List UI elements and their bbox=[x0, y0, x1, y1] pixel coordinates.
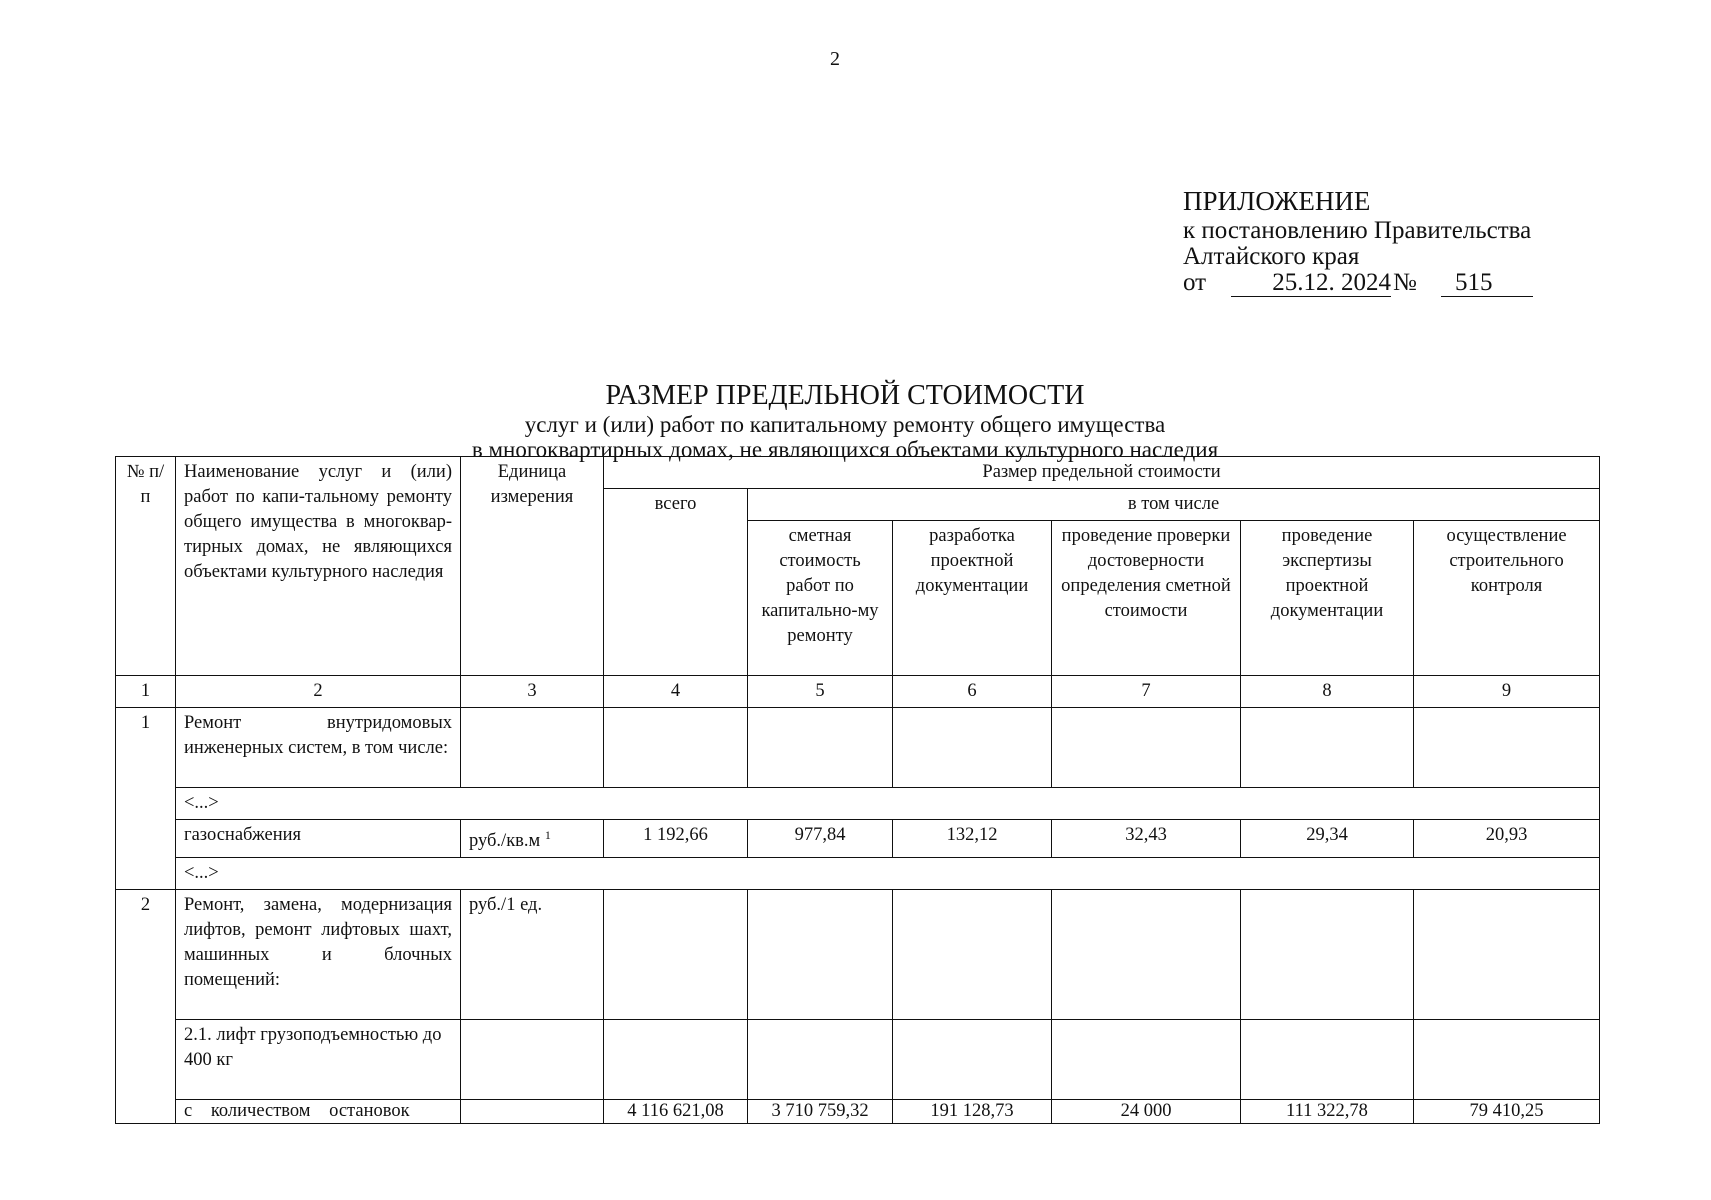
table-row bbox=[116, 820, 1600, 858]
gas-value: 977,84 bbox=[748, 820, 893, 858]
header-col5: сметная стоимость работ по капитально-му ремонту bbox=[748, 521, 893, 676]
col-number: 5 bbox=[748, 676, 893, 708]
date-prefix: от bbox=[1183, 269, 1207, 296]
lift-value: 111 322,78 bbox=[1241, 1100, 1414, 1124]
gas-value: 32,43 bbox=[1052, 820, 1241, 858]
gas-value: 29,34 bbox=[1241, 820, 1414, 858]
number-sign: № bbox=[1393, 269, 1417, 296]
gas-value: 132,12 bbox=[893, 820, 1052, 858]
lift-value: 79 410,25 bbox=[1414, 1100, 1600, 1124]
col-number: 3 bbox=[461, 676, 604, 708]
header-unit: Единица измерения bbox=[461, 457, 604, 676]
document-subtitle-2: в многоквартирных домах, не являющихся объектами культурного наследия bbox=[471, 437, 1219, 462]
gas-unit-superscript: 1 bbox=[544, 828, 551, 842]
header-num: № п/п bbox=[116, 457, 176, 676]
col-number: 8 bbox=[1241, 676, 1414, 708]
table-row bbox=[116, 708, 1600, 788]
table-row bbox=[116, 788, 1600, 820]
col-number: 1 bbox=[116, 676, 176, 708]
header-name: Наименование услуг и (или) работ по капи-тальному ремонту общего имущества в многоквар-тирных домах, не являющихся объектами культурного наследия bbox=[176, 457, 461, 676]
ellipsis-row: <...> bbox=[176, 788, 1600, 820]
cost-table bbox=[115, 456, 1600, 1124]
document-subtitle-1: услуг и (или) работ по капитальному ремонту общего имущества bbox=[524, 412, 1166, 437]
col-number: 6 bbox=[893, 676, 1052, 708]
header-col8: проведение экспертизы проектной документации bbox=[1241, 521, 1414, 676]
appendix-block bbox=[1183, 188, 1531, 302]
col-number: 4 bbox=[604, 676, 748, 708]
section2-sub1: 2.1. лифт грузоподъемностью до 400 кг bbox=[176, 1020, 461, 1100]
document-number: 515 bbox=[1441, 270, 1533, 297]
page-number: 2 bbox=[830, 48, 840, 70]
section2-name: Ремонт, замена, модернизация лифтов, ремонт лифтовых шахт, машинных и блочных помещений: bbox=[176, 890, 461, 1020]
header-total: всего bbox=[604, 489, 748, 676]
document-title: РАЗМЕР ПРЕДЕЛЬНОЙ СТОИМОСТИ bbox=[605, 380, 1085, 411]
appendix-date-line bbox=[1183, 270, 1531, 302]
appendix-title: ПРИЛОЖЕНИЕ bbox=[1183, 186, 1371, 216]
header-col7: проведение проверки достоверности определения сметной стоимости bbox=[1052, 521, 1241, 676]
table-row bbox=[116, 1100, 1600, 1124]
document-title-block bbox=[0, 380, 1690, 462]
lift-value: 24 000 bbox=[1052, 1100, 1241, 1124]
column-number-row bbox=[116, 676, 1600, 708]
lift-value: 191 128,73 bbox=[893, 1100, 1052, 1124]
lift-value: 3 710 759,32 bbox=[748, 1100, 893, 1124]
col-number: 2 bbox=[176, 676, 461, 708]
table-row bbox=[116, 890, 1600, 1020]
header-group: Размер предельной стоимости bbox=[604, 457, 1600, 489]
date-value: 25.12. 2024 bbox=[1231, 270, 1391, 297]
gas-value: 20,93 bbox=[1414, 820, 1600, 858]
table-row bbox=[116, 1020, 1600, 1100]
gas-unit: руб./кв.м $^1$ bbox=[461, 820, 604, 858]
header-col9: осуществление строительного контроля bbox=[1414, 521, 1600, 676]
section2-sub2-name: с количеством остановок bbox=[176, 1100, 461, 1124]
header-col6: разработка проектной документации bbox=[893, 521, 1052, 676]
header-including: в том числе bbox=[748, 489, 1600, 521]
col-number: 7 bbox=[1052, 676, 1241, 708]
section1-num: 1 bbox=[116, 708, 176, 890]
col-number: 9 bbox=[1414, 676, 1600, 708]
section1-name: Ремонт внутридомовых инженерных систем, в том числе: bbox=[176, 708, 461, 788]
gas-value: 1 192,66 bbox=[604, 820, 748, 858]
appendix-line-1: к постановлению Правительства bbox=[1183, 217, 1532, 244]
section2-num: 2 bbox=[116, 890, 176, 1124]
gas-name: газоснабжения bbox=[176, 820, 461, 858]
section2-unit: руб./1 ед. bbox=[461, 890, 604, 1020]
appendix-line-2: Алтайского края bbox=[1183, 243, 1360, 270]
ellipsis-row: <...> bbox=[176, 858, 1600, 890]
table-row bbox=[116, 858, 1600, 890]
lift-value: 4 116 621,08 bbox=[604, 1100, 748, 1124]
